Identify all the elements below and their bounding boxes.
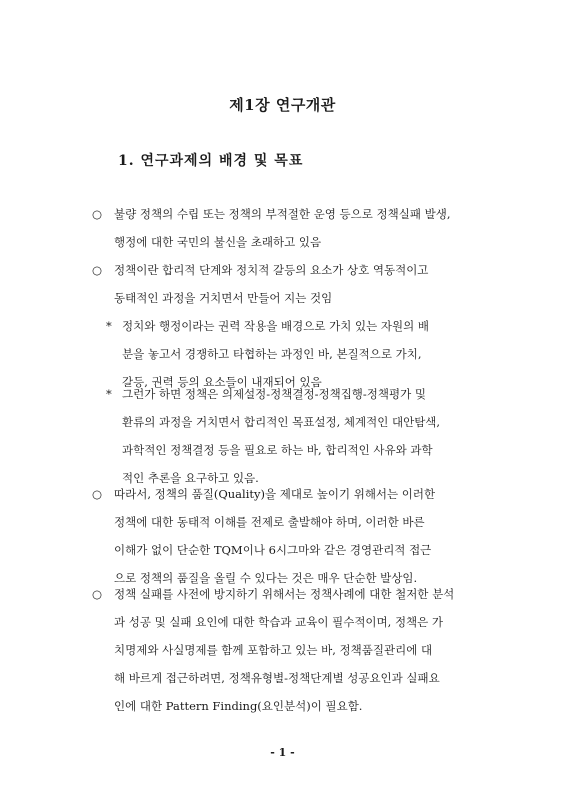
bullet-line: 과학적인 정책결정 등을 필요로 하는 바, 합리적인 사유와 과학 [122,443,433,457]
bullet-item [92,580,502,720]
bullet-line: 치명제와 사실명제를 함께 포함하고 있는 바, 정책품질관리에 대 [114,643,433,657]
bullet-line: 과 성공 및 실패 요인에 대한 학습과 교육이 필수적이며, 정책은 가 [114,615,444,629]
bullet-line: 환류의 과정을 거치면서 합리적인 목표설정, 체계적인 대안탐색, [122,415,441,429]
bullet-item [92,256,502,312]
bullet-line: 그런가 하면 정책은 의제설정-정책결정-정책집행-정책평가 및 [122,387,427,401]
bullet-line: 동태적인 과정을 거치면서 만들어 지는 것임 [114,291,333,305]
bullet-line: 해 바르게 접근하려면, 정책유형별-정책단계별 성공요인과 실패요 [114,671,440,685]
bullet-line: 불량 정책의 수립 또는 정책의 부적절한 운영 등으로 정책실패 발생, [114,207,451,221]
asterisk-bullet-icon: * [106,319,112,333]
sub-bullet-item [106,380,502,492]
bullet-line: 이해가 없이 단순한 TQM이나 6시그마와 같은 경영관리적 접근 [114,543,432,557]
bullet-line: 따라서, 정책의 품질(Quality)을 제대로 높이기 위해서는 이러한 [114,487,436,501]
bullet-line: 갈등, 권력 등의 요소들이 내재되어 있음 [122,375,322,389]
bullet-line: 정책 실패를 사전에 방지하기 위해서는 정책사례에 대한 철저한 분석 [114,587,455,601]
bullet-line: 인에 대한 Pattern Finding(요인분석)이 필요함. [114,699,363,713]
chapter-title: 제1장 연구개관 [229,96,336,114]
section-title: 1. 연구과제의 배경 및 목표 [118,153,304,169]
bullet-line: 정치와 행정이라는 권력 작용을 배경으로 가치 있는 자원의 배 [122,319,429,333]
bullet-item [92,480,502,592]
bullet-line: 분을 놓고서 경쟁하고 타협하는 과정인 바, 본질적으로 가치, [122,347,422,361]
bullet-line: 정책이란 합리적 단계와 정치적 갈등의 요소가 상호 역동적이고 [114,263,429,277]
bullet-line: 으로 정책의 품질을 올릴 수 있다는 것은 매우 단순한 발상임. [114,571,418,585]
bullet-line: 행정에 대한 국민의 불신을 초래하고 있음 [114,235,322,249]
circle-bullet-icon: ○ [92,207,103,221]
asterisk-bullet-icon: * [106,387,112,401]
circle-bullet-icon: ○ [92,263,103,277]
page-number: - 1 - [270,746,295,759]
circle-bullet-icon: ○ [92,487,103,501]
bullet-line: 적인 추론을 요구하고 있음. [122,471,259,485]
bullet-item [92,200,502,256]
bullet-line: 정책에 대한 동태적 이해를 전제로 출발해야 하며, 이러한 바른 [114,515,425,529]
circle-bullet-icon: ○ [92,587,103,601]
